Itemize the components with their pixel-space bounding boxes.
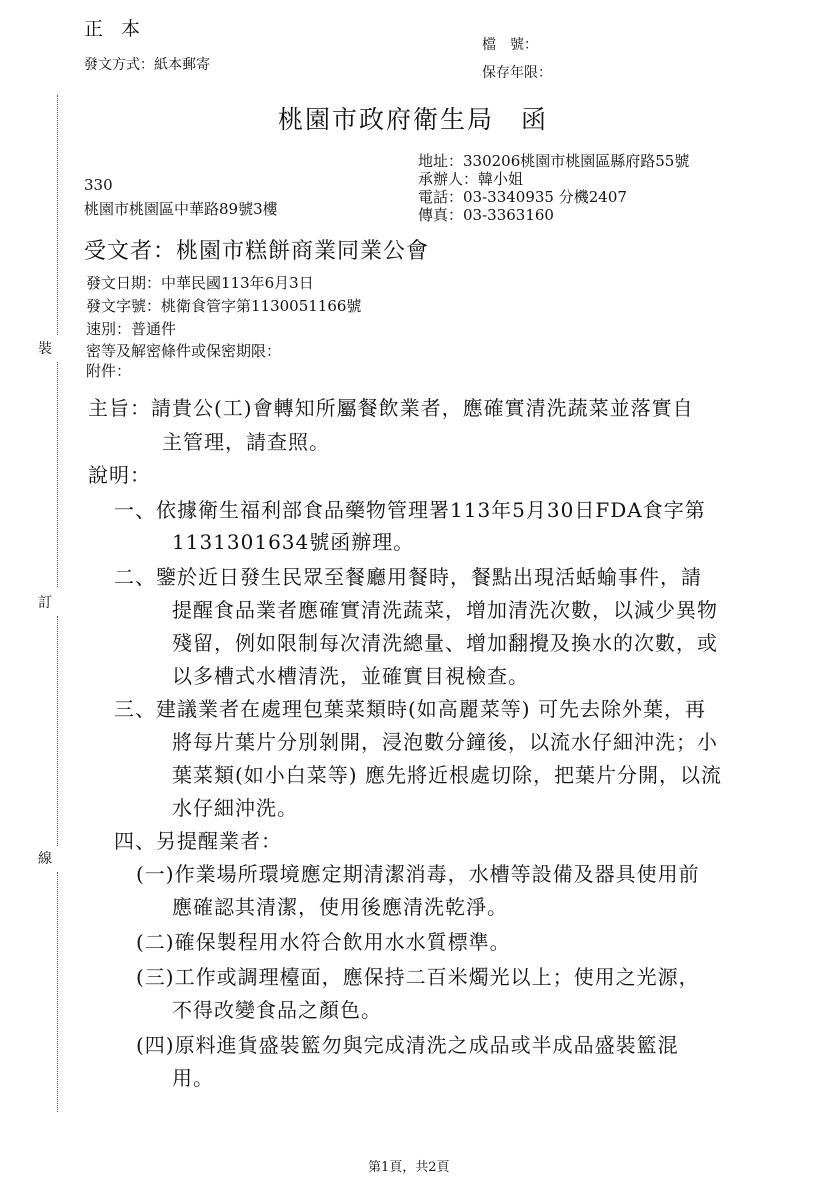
page-title: 桃園市政府衛生局 函 (278, 105, 549, 134)
binding-line-top (57, 95, 58, 335)
recipient-name: 受文者：桃園市糕餅商業同業公會 (84, 239, 430, 264)
binding-mark-zhuang: 裝 (38, 341, 52, 357)
subject-line-2: 主管理，請查照。 (162, 430, 330, 454)
subject-line-1: 主旨：請貴公(工)會轉知所屬餐飲業者，應確實清洗蔬菜並落實自 (88, 396, 694, 420)
recipient-street: 桃園市桃園區中華路89號3樓 (84, 200, 278, 218)
sender-fax: 傳真：03-3363160 (418, 206, 554, 224)
file-number-label: 檔 號： (482, 37, 538, 53)
item-2-line-4: 以多槽式水槽清洗，並確實目視檢查。 (172, 664, 529, 688)
page-number: 第1頁，共2頁 (368, 1160, 450, 1175)
item-1-line-2: 1131301634號函辦理。 (172, 530, 415, 554)
keep-years-label: 保存年限： (482, 65, 552, 81)
item-1-line-1: 一、依據衛生福利部食品藥物管理署113年5月30日FDA食字第 (114, 498, 706, 522)
item-4-sub-3-line-2: 不得改變食品之顏色。 (172, 998, 382, 1022)
item-3-line-4: 水仔細沖洗。 (172, 796, 298, 820)
sender-contact: 承辦人：韓小姐 (418, 170, 524, 188)
binding-mark-xian: 線 (38, 851, 52, 867)
delivery-speed: 速別：普通件 (86, 320, 177, 338)
item-4-line-1: 四、另提醒業者： (114, 829, 282, 853)
issue-date: 發文日期：中華民國113年6月3日 (86, 274, 314, 292)
copy-type: 正 本 (84, 18, 147, 40)
binding-line-lower (57, 616, 58, 846)
item-4-sub-2-line-1: (二)確保製程用水符合飲用水水質標準。 (136, 930, 511, 954)
binding-line-mid (57, 362, 58, 587)
sender-address: 地址：330206桃園市桃園區縣府路55號 (418, 152, 690, 170)
item-2-line-2: 提醒食品業者應確實清洗蔬菜，增加清洗次數，以減少異物 (172, 598, 718, 622)
item-2-line-3: 殘留，例如限制每次清洗總量、增加翻攪及換水的次數，或 (172, 631, 718, 655)
item-4-sub-3-line-1: (三)工作或調理檯面，應保持二百米燭光以上；使用之光源， (136, 965, 700, 989)
binding-mark-ding: 訂 (38, 595, 52, 611)
binding-line-bottom (57, 872, 58, 1112)
secrecy-level: 密等及解密條件或保密期限： (86, 342, 282, 360)
item-4-sub-1-line-1: (一)作業場所環境應定期清潔消毒，水槽等設備及器具使用前 (136, 862, 700, 886)
item-3-line-2: 將每片葉片分別剝開，浸泡數分鐘後，以流水仔細沖洗；小 (172, 730, 718, 754)
explanation-label: 說明： (88, 463, 151, 487)
item-3-line-3: 葉菜類(如小白菜等) 應先將近根處切除，把葉片分開，以流 (172, 763, 722, 787)
item-4-sub-1-line-2: 應確認其清潔，使用後應清洗乾淨。 (172, 895, 508, 919)
item-3-line-1: 三、建議業者在處理包葉菜類時(如高麗菜等) 可先去除外葉，再 (114, 697, 706, 721)
item-4-sub-4-line-2: 用。 (172, 1066, 214, 1090)
send-method: 發文方式：紙本郵寄 (84, 57, 210, 73)
item-4-sub-4-line-1: (四)原料進貨盛裝籃勿與完成清洗之成品或半成品盛裝籃混 (136, 1033, 679, 1057)
sender-phone: 電話：03-3340935 分機2407 (418, 188, 627, 206)
item-2-line-1: 二、鑒於近日發生民眾至餐廳用餐時，餐點出現活蛞蝓事件，請 (114, 565, 702, 589)
attachment: 附件： (86, 362, 132, 380)
document-number: 發文字號：桃衛食管字第1130051166號 (86, 297, 362, 315)
recipient-zip: 330 (84, 176, 113, 194)
